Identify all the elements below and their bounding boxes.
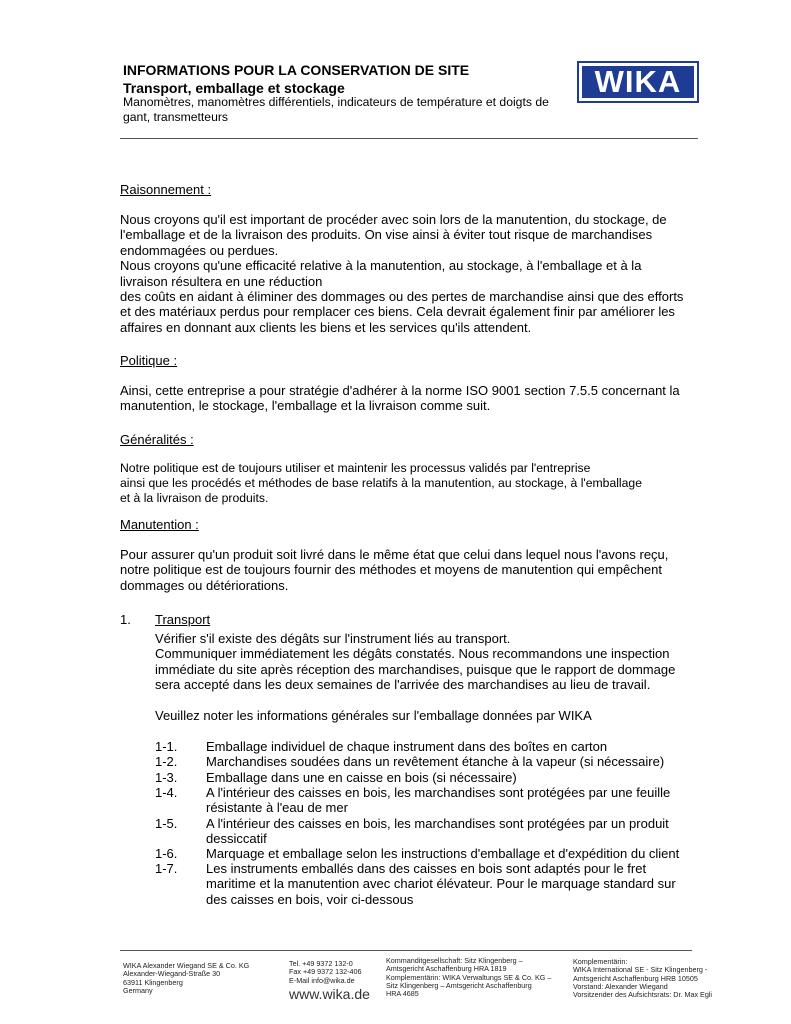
list-item-text (206, 816, 716, 847)
paragraph-manutention (120, 547, 720, 593)
list-item-text (206, 861, 716, 907)
footer-company (123, 962, 249, 995)
text-line: Nous croyons qu'une efficacité relative à la manutention, au stockage, à l'emballage et à la (120, 258, 642, 274)
text-line: et à la livraison de produits. (120, 490, 269, 505)
list-item-number: 1-2. (155, 754, 178, 769)
text-line: dessiccatif (206, 831, 267, 847)
footer-legal (386, 957, 551, 998)
text-line: Emballage individuel de chaque instrument dans des boîtes en carton (206, 739, 608, 754)
footer-line: HRA 4685 (386, 989, 419, 999)
text-line: Les instruments emballés dans des caisses en bois sont adaptés pour le fret (206, 861, 647, 876)
text-line: des coûts en aidant à éliminer des dommages ou des pertes de marchandise ainsi que des efforts (120, 289, 684, 305)
text-line: Emballage dans une en caisse en bois (si nécessaire) (206, 770, 517, 785)
footer-website-link[interactable]: www.wika.de (289, 986, 370, 1000)
document-title: INFORMATIONS POUR LA CONSERVATION DE SITE (123, 62, 470, 78)
text-line: manutention, le stockage, l'emballage et la livraison comme suit. (120, 398, 491, 414)
paragraph-politique (120, 383, 720, 414)
text-line: dommages ou détériorations. (120, 577, 289, 593)
text-line: et des matériaux perdus pour remplacer ces biens. Cela devrait également finir par améliorer les (120, 304, 675, 320)
footer-line: Amtsgericht Aschaffenburg HRA 1819 (386, 964, 507, 974)
transport-number: 1. (120, 612, 131, 627)
heading-transport: Transport (155, 612, 211, 627)
list-item-text (206, 785, 716, 816)
footer-line: Kommanditgesellschaft: Sitz Klingenberg – (386, 956, 523, 965)
heading-manutention: Manutention : (120, 517, 199, 532)
list-item-number: 1-4. (155, 785, 178, 800)
wika-logo-text: WIKA (582, 66, 694, 98)
footer-line: Vorsitzender des Aufsichtsrats: Dr. Max Egli (573, 990, 713, 1000)
list-item-text (206, 846, 716, 861)
text-line: Ainsi, cette entreprise a pour stratégie d'adhérer à la norme ISO 9001 section 7.5.5 concernant la (120, 383, 680, 398)
footer-contact (289, 960, 362, 985)
text-line: immédiate du site après réception des marchandises, puisque que le rapport de dommage (155, 661, 676, 677)
paragraph-generalites (120, 461, 720, 505)
list-item-number: 1-7. (155, 861, 178, 876)
text-line: des caisses en bois, voir ci-dessous (206, 891, 414, 907)
footer-line: Komplementärin: (573, 957, 628, 966)
footer-line: Fax +49 9372 132-406 (289, 967, 362, 977)
footer-divider (120, 950, 692, 951)
text-line: Marchandises soudées dans un revêtement étanche à la vapeur (si nécessaire) (206, 754, 665, 769)
list-item-number: 1-3. (155, 770, 178, 785)
text-line: Marquage et emballage selon les instructions d'emballage et d'expédition du client (206, 846, 680, 861)
footer-line: Vorstand: Alexander Wiegand (573, 981, 668, 991)
document-description: Manomètres, manomètres différentiels, indicateurs de température et doigts de gant, transmetteurs (123, 95, 549, 124)
list-item-number: 1-6. (155, 846, 178, 861)
text-line: Pour assurer qu'un produit soit livré dans le même état que celui dans lequel nous l'avons reçu, (120, 547, 669, 562)
footer-line: WIKA Alexander Wiegand SE & Co. KG (123, 961, 250, 970)
footer-line: Komplementärin: WIKA Verwaltungs SE & Co. KG – (386, 972, 552, 982)
list-item-text (206, 770, 716, 785)
paragraph-raisonnement (120, 212, 720, 335)
text-line: Vérifier s'il existe des dégâts sur l'instrument liés au transport. (155, 631, 511, 646)
footer-line: Alexander-Wiegand-Straße 30 (123, 969, 221, 979)
text-line: sera accepté dans les deux semaines de l'arrivée des marchandises au lieu de travail. (155, 677, 651, 693)
text-line: A l'intérieur des caisses en bois, les marchandises sont protégées par un produit (206, 816, 669, 831)
header-divider (120, 138, 698, 139)
text-line: livraison résultera en une réduction (120, 273, 323, 289)
heading-raisonnement: Raisonnement : (120, 182, 212, 197)
text-line: l'emballage et de la livraison des produits. On vise ainsi à éviter tout risque de marchandises (120, 227, 653, 243)
list-item-text (206, 739, 716, 754)
footer-management (573, 958, 712, 999)
footer-line: E-Mail info@wika.de (289, 975, 355, 985)
heading-generalites: Généralités : (120, 432, 194, 447)
footer-line: 63911 Klingenberg (123, 977, 183, 987)
text-line: résistante à l'eau de mer (206, 800, 348, 816)
list-item-text (206, 754, 716, 769)
text-line: Nous croyons qu'il est important de procéder avec soin lors de la manutention, du stockage, de (120, 212, 667, 227)
footer-line: Tel. +49 9372 132-0 (289, 959, 353, 968)
text-line: affaires en donnant aux clients les biens et les services qu'ils attendent. (120, 319, 532, 335)
text-line: Communiquer immédiatement les dégâts constatés. Nous recommandons une inspection (155, 646, 670, 662)
footer-line: Amtsgericht Aschaffenburg HRB 10505 (573, 973, 698, 983)
text-line: endommagées ou perdues. (120, 242, 279, 258)
list-item-number: 1-1. (155, 739, 178, 754)
heading-politique: Politique : (120, 353, 178, 368)
wika-logo (577, 61, 699, 103)
text-line: notre politique est de toujours fournir des méthodes et moyens de manutention qui empêchent (120, 562, 663, 578)
text-line: maritime et la manutention avec chariot élévateur. Pour le marquage standard sur (206, 876, 676, 892)
paragraph-transport (155, 631, 715, 693)
packaging-note: Veuillez noter les informations générales sur l'emballage données par WIKA (155, 708, 592, 723)
footer-line: WIKA International SE - Sitz Klingenberg - (573, 965, 708, 975)
list-item-number: 1-5. (155, 816, 178, 831)
footer-line: Sitz Klingenberg – Amtsgericht Aschaffenburg (386, 980, 532, 990)
footer-line: Germany (123, 985, 153, 995)
text-line: Notre politique est de toujours utiliser et maintenir les processus validés par l'entreprise (120, 461, 591, 475)
text-line: A l'intérieur des caisses en bois, les marchandises sont protégées par une feuille (206, 785, 671, 800)
text-line: ainsi que les procédés et méthodes de base relatifs à la manutention, au stockage, à l'emballage (120, 475, 642, 490)
document-subtitle: Transport, emballage et stockage (123, 80, 345, 96)
